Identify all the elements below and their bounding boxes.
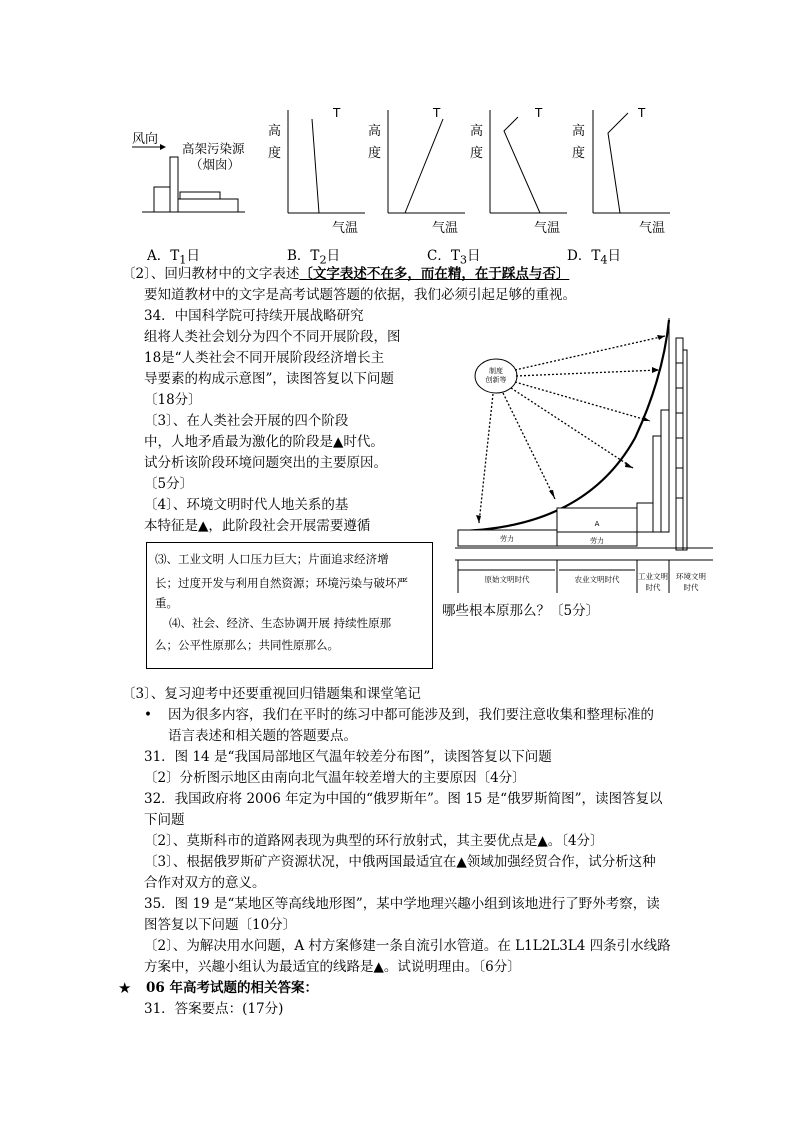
temperature-profile-diagrams: [120, 95, 680, 240]
q34-line-12: 哪些根本原那么？〔5分〕: [442, 603, 600, 619]
q34-line-1: 34．中国科学院可持续开展战略研究: [144, 308, 364, 324]
era-agricultural: 农业文明时代: [574, 575, 620, 584]
svg-text:T: T: [333, 106, 341, 120]
svg-text:高: 高: [572, 124, 586, 139]
section3-heading: 〔3〕、复习迎考中还要重视回归错题集和课堂笔记: [122, 686, 421, 702]
svg-text:时代: 时代: [645, 583, 661, 592]
economic-growth-factors-figure: [455, 318, 715, 600]
q32-part3-line-1: 〔3〕、根据俄罗斯矿产资源状况，中俄两国最适宜在▲领域加强经贸合作，试分析这种: [144, 854, 656, 870]
answer-box-line-3: 重。: [155, 596, 178, 610]
q34-line-8: 试分析该阶段环境问题突出的主要原因。: [144, 455, 387, 471]
svg-text:T: T: [535, 106, 543, 120]
answer-box-line-4: ⑷、社会、经济、生态协调开展 持续性原那: [169, 616, 392, 630]
svg-text:T: T: [638, 106, 646, 120]
section3-bullet-line-2: 语言表述和相关题的答题要点。: [168, 728, 357, 744]
profile-t4: [572, 106, 670, 236]
profile-t3: [470, 106, 567, 236]
q34-line-2: 组将人类社会划分为四个不同开展阶段，图: [144, 329, 401, 345]
q35-line-1: 35．图 19 是“某地区等高线地形图”，某中学地理兴趣小组到该地进行了野外考察，读: [144, 896, 660, 912]
svg-text:劳力: 劳力: [500, 535, 514, 543]
svg-text:气温: 气温: [534, 221, 561, 236]
section2-body: 要知道教材中的文字是高考试题答题的依据，我们必须引起足够的重视。: [144, 287, 576, 303]
era-industrial: 工业文明: [638, 572, 668, 581]
svg-text:气温: 气温: [639, 221, 666, 236]
q32-part3-line-2: 合作对双方的意义。: [144, 875, 266, 891]
star-icon: ★: [118, 979, 132, 997]
svg-text:高: 高: [268, 124, 282, 139]
q34-line-9: 〔5分〕: [144, 476, 194, 492]
svg-text:度: 度: [268, 146, 282, 161]
svg-text:度: 度: [368, 146, 382, 161]
bullet-icon: •: [144, 707, 152, 723]
q34-line-3: 18是“人类社会不同开展阶段经济增长主: [144, 350, 385, 366]
q34-line-11: 本特征是▲，此阶段社会开展需要遵循: [144, 518, 371, 534]
q34-line-6: 〔3〕、在人类社会开展的四个阶段: [144, 413, 349, 429]
q34-line-10: 〔4〕、环境文明时代人地关系的基: [144, 497, 349, 513]
answer-box-line-2: 长；过度开发与利用自然资源；环境污染与破坏严: [155, 576, 408, 590]
svg-text:创新等: 创新等: [485, 376, 507, 384]
option-b: B．$T_2$日: [287, 248, 341, 267]
q31-part2: 〔2〕分析图示地区由南向北气温年较差增大的主要原因〔4分〕: [144, 770, 526, 786]
option-a: A．$T_1$日: [147, 248, 200, 267]
q32-line-2: 下问题: [144, 812, 185, 828]
section3-bullet-line-1: 因为很多内容，我们在平时的练习中都可能涉及到，我们要注意收集和整理标准的: [168, 707, 654, 723]
institution-innovation-circle: [475, 359, 517, 393]
svg-text:T: T: [433, 106, 441, 120]
svg-text:度: 度: [470, 146, 484, 161]
answer-box-line-1: ⑶、工业文明 人口压力巨大；片面追求经济增: [155, 552, 389, 566]
source-label: 高架污染源: [182, 141, 245, 156]
svg-text:劳力: 劳力: [590, 537, 604, 545]
answers-heading: 06 年高考试题的相关答案：: [146, 980, 318, 996]
q35-part2-line-2: 方案中，兴趣小组认为最适宜的线路是▲。试说明理由。〔6分〕: [144, 959, 521, 975]
option-d: D．$T_4$日: [567, 248, 621, 267]
q34-line-7: 中，人地矛盾最为激化的阶段是▲时代。: [144, 434, 384, 450]
era-primitive: 原始文明时代: [484, 575, 530, 584]
svg-text:度: 度: [572, 146, 586, 161]
q34-line-5: 〔18分〕: [144, 392, 202, 408]
era-environmental: 环境文明: [676, 572, 706, 581]
svg-text:时代: 时代: [683, 583, 699, 592]
svg-text:气温: 气温: [432, 221, 459, 236]
answer-box-line-5: 么；公平性原那么；共同性原那么。: [155, 638, 339, 652]
q32-line-1: 32．我国政府将 2006 年定为中国的“俄罗斯年”。图 15 是“俄罗斯简图”，读图答复以: [144, 791, 663, 807]
svg-text:A: A: [594, 520, 600, 528]
option-c: C．$T_3$日: [427, 248, 481, 267]
wind-label: 风向: [132, 132, 159, 147]
section2-heading: 〔2〕、回归教材中的文字表述〔文字表述不在多，而在精，在于踩点与否〕: [122, 266, 570, 282]
q32-part2: 〔2〕、莫斯科市的道路网表现为典型的环行放射式，其主要优点是▲。〔4分〕: [144, 833, 604, 849]
profile-t1: [268, 106, 365, 236]
chimney-diagram: [132, 132, 245, 212]
svg-text:高: 高: [368, 124, 382, 139]
svg-text:气温: 气温: [332, 221, 359, 236]
answer-31: 31．答案要点：(17分): [144, 1001, 284, 1017]
q31-line: 31．图 14 是“我国局部地区气温年较差分布图”，读图答复以下问题: [144, 749, 552, 765]
source-sub-label: （烟囱）: [190, 157, 241, 172]
q34-line-4: 导要素的构成示意图”，读图答复以下问题: [144, 371, 394, 387]
section2-heading-emphasis: 〔文字表述不在多，而在精，在于踩点与否〕: [299, 266, 570, 282]
svg-text:制度: 制度: [489, 367, 503, 375]
profile-t2: [368, 106, 465, 236]
q35-part2-line-1: 〔2〕、为解决用水问题，A 村方案修建一条自流引水管道。在 L1L2L3L4 四条引水线路: [144, 938, 671, 954]
svg-text:高: 高: [470, 124, 484, 139]
q35-line-2: 图答复以下问题〔10分〕: [144, 917, 297, 933]
answer-box: [146, 542, 433, 669]
